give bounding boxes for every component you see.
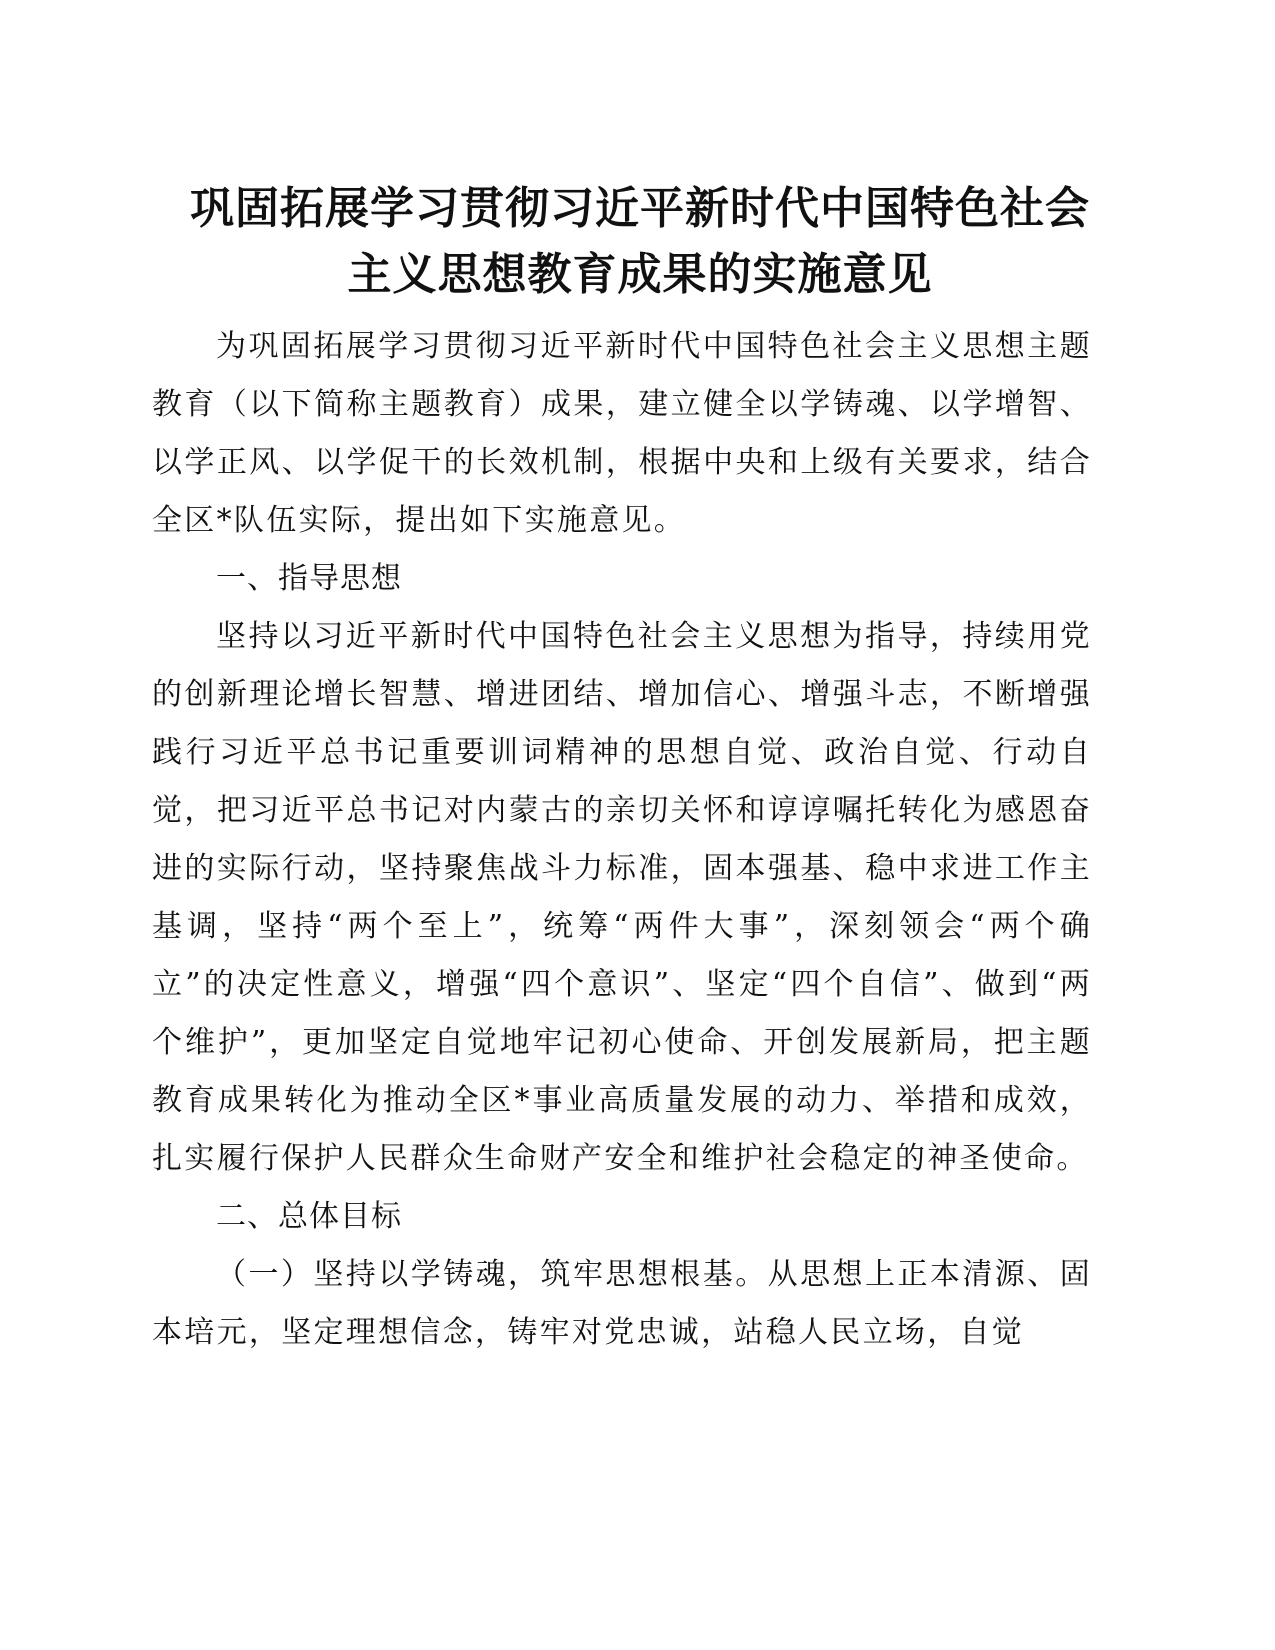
section-heading-overall-goals: 二、总体目标 xyxy=(216,1199,402,1234)
overall-goals-item-1: （一）坚持以学铸魂，筑牢思想根基。从思想上正本清源、固本培元，坚定理想信念，铸牢对党忠诚，站稳人民立场，自觉 xyxy=(152,1257,1092,1350)
intro-paragraph: 为巩固拓展学习贯彻习近平新时代中国特色社会主义思想主题教育（以下简称主题教育）成果，建立健全以学铸魂、以学增智、以学正风、以学促干的长效机制，根据中央和上级有关要求，结合全区*队伍实际，提出如下实施意见。 xyxy=(152,329,1092,538)
document-title xyxy=(140,176,1140,308)
guiding-ideology-paragraph: 坚持以习近平新时代中国特色社会主义思想为指导，持续用党的创新理论增长智慧、增进团结、增加信心、增强斗志，不断增强践行习近平总书记重要训词精神的思想自觉、政治自觉、行动自觉，把习近平总书记对内蒙古的亲切关怀和谆谆嘱托转化为感恩奋进的实际行动，坚持聚焦战斗力标准，固本强基、稳中求进工作主基调，坚持“两个至上”，统筹“两件大事”，深刻领会“两个确立”的决定性意义，增强“四个意识”、坚定“四个自信”、做到“两个维护”，更加坚定自觉地牢记初心使命、开创发展新局，把主题教育成果转化为推动全区*事业高质量发展的动力、举措和成效，扎实履行保护人民群众生命财产安全和维护社会稳定的神圣使命。 xyxy=(152,619,1092,1176)
title-line-2: 主义思想教育成果的实施意见 xyxy=(347,249,933,300)
section-heading-guiding-ideology: 一、指导思想 xyxy=(216,561,402,596)
title-line-1: 巩固拓展学习贯彻习近平新时代中国特色社会 xyxy=(190,183,1090,234)
document-body xyxy=(152,318,1092,1362)
